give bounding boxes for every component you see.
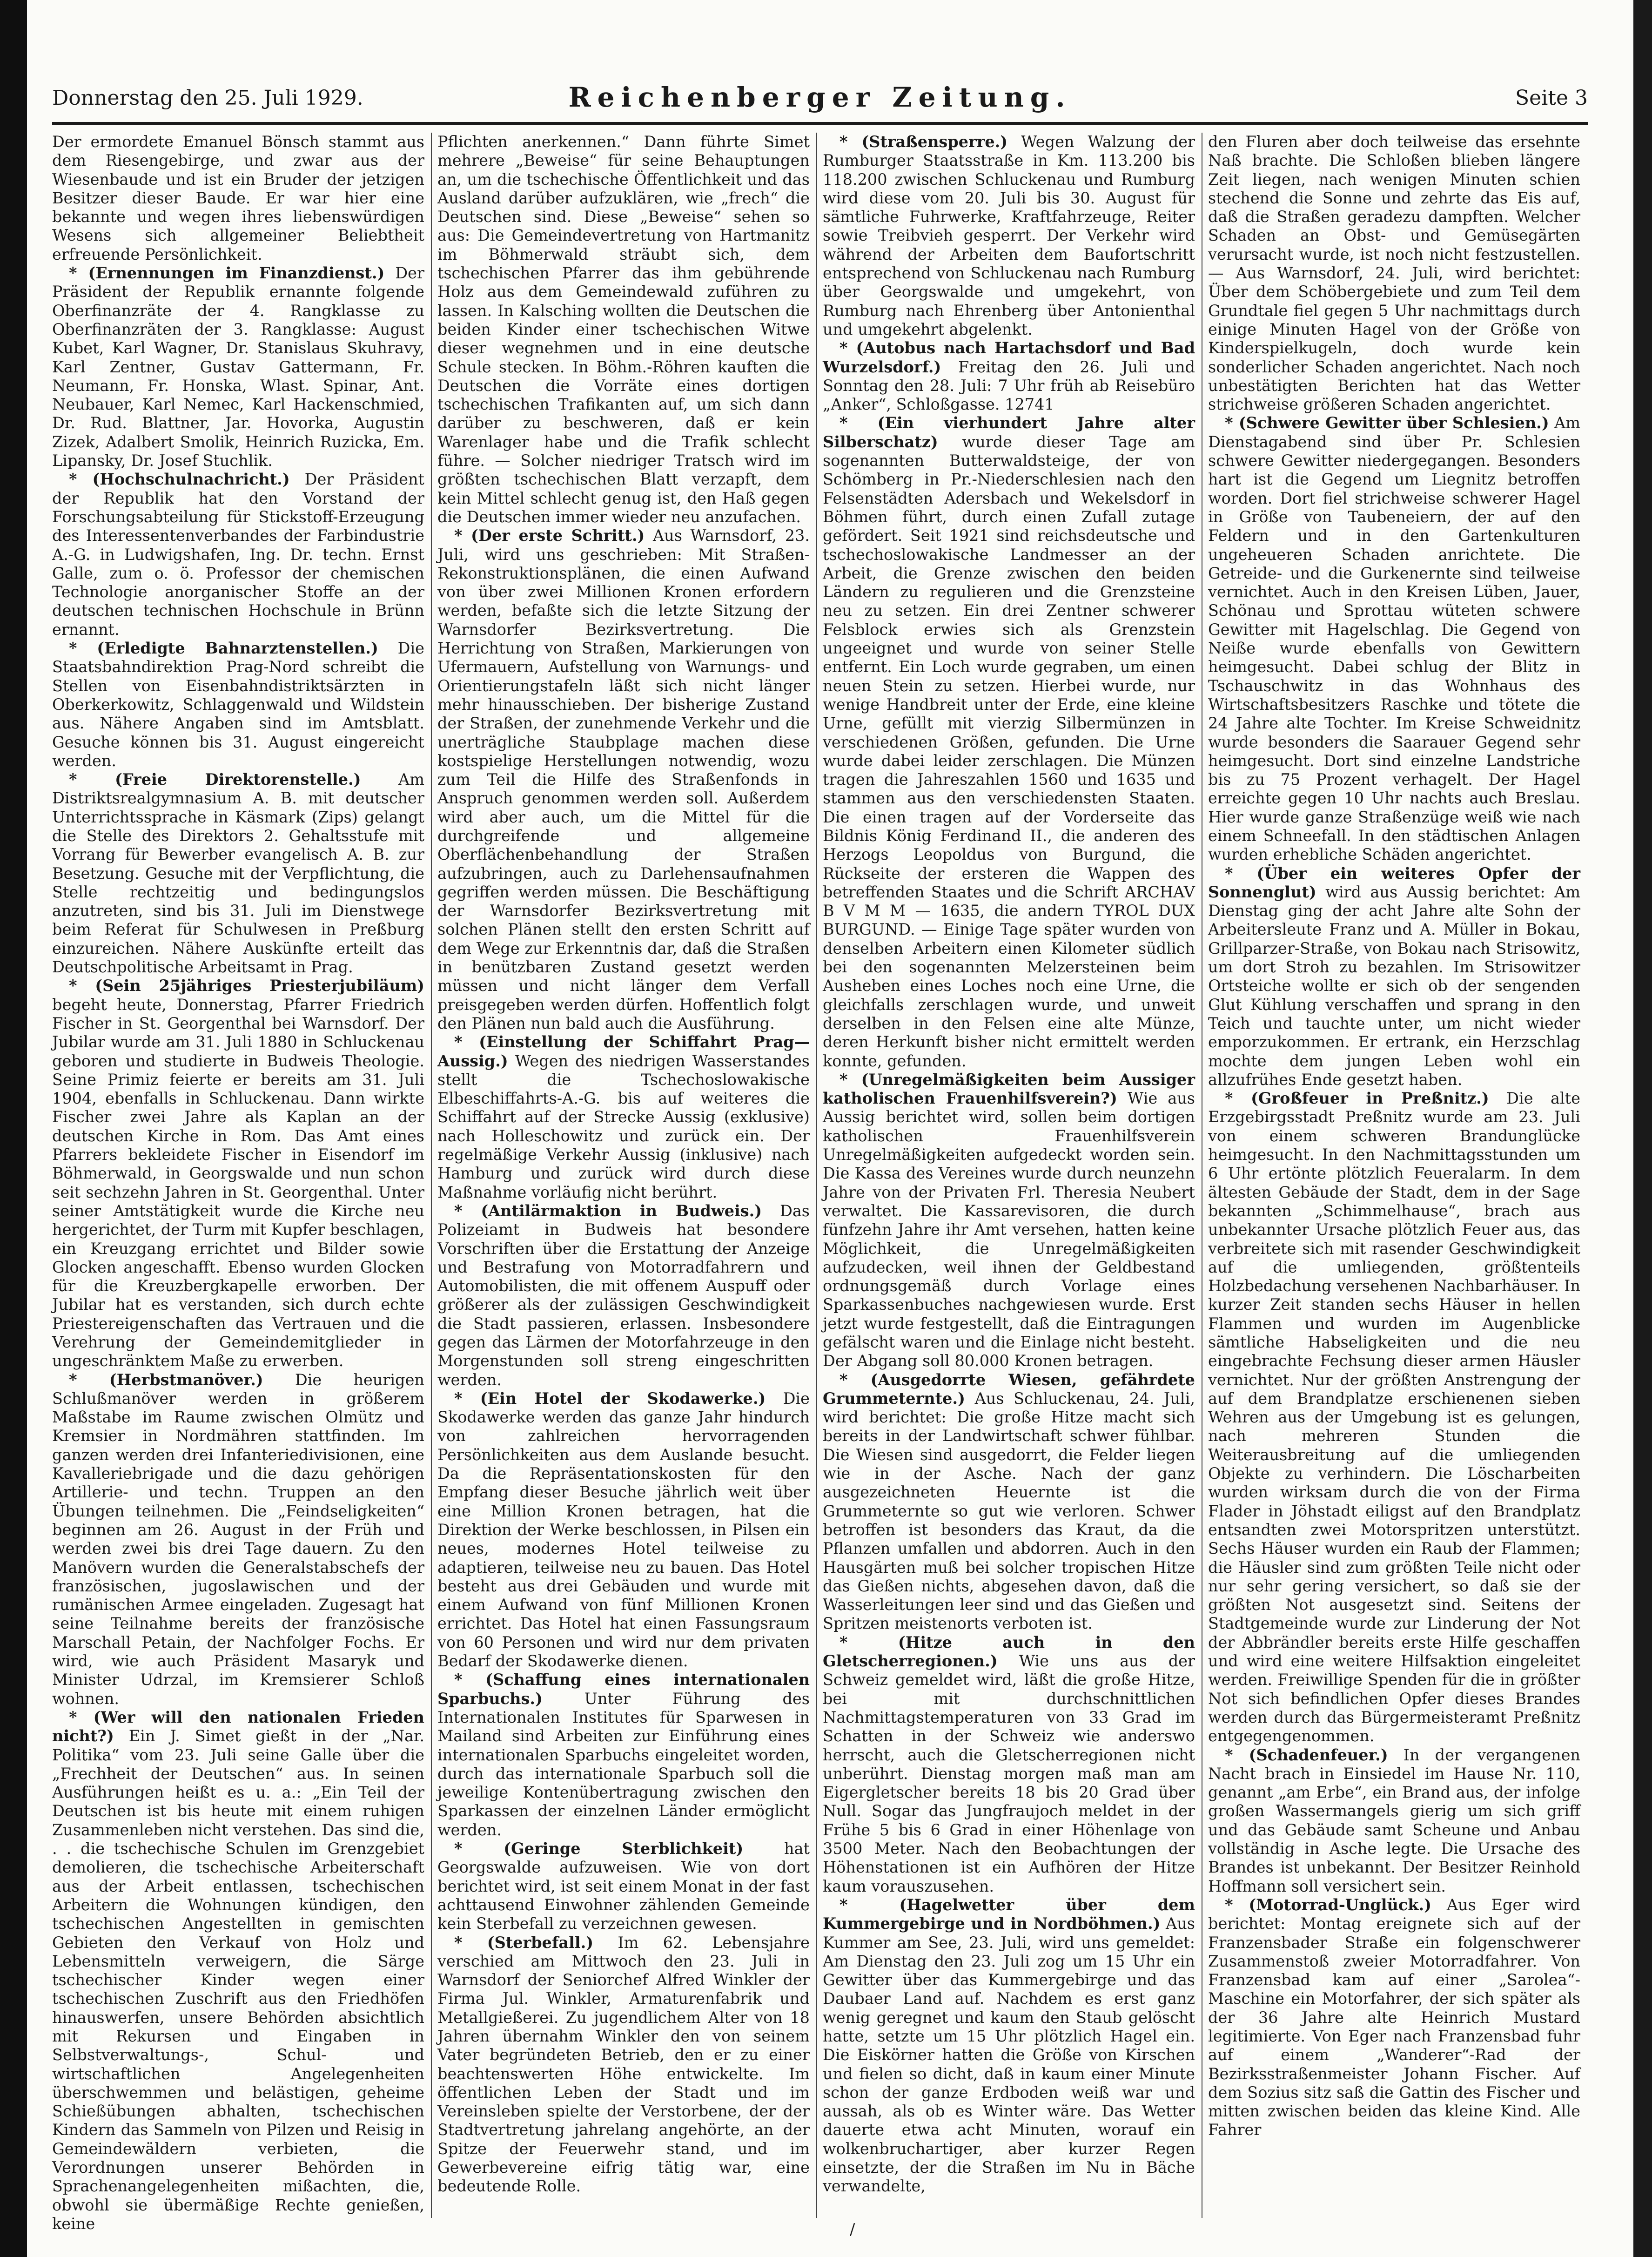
- article: [437, 133, 810, 526]
- column-divider: [816, 133, 817, 2218]
- article: [823, 414, 1195, 1070]
- scan-border-left: [0, 0, 27, 2257]
- article: [1208, 1896, 1580, 2140]
- article: [52, 639, 424, 770]
- article-headline: * (Freie Direktorenstelle.): [69, 770, 361, 789]
- article: [1208, 414, 1580, 864]
- newspaper-title: Reichenberger Zeitung.: [568, 81, 1072, 113]
- article-body: den Fluren aber doch teilweise das ersehnte Naß brachte. Die Schloßen blieben längere Zeit liegen, nach wenigen Minuten schien stechend die Sonne und zehrte das Eis auf, daß die Straßen geradezu dampften. Welcher Schaden an Obst- und Gemüsegärten verursacht wurde, ist noch nicht festzustellen. — Aus Warnsdorf, 24. Juli, wird berichtet: Über dem Schöbergebiete und zum Teil dem Grundtale fiel gegen 5 Uhr nachmittags durch einige Minuten Hagel von der Größe von Kinderspielkugeln, doch wurde kein sonderlicher Schaden angerichtet. Nach noch unbestätigten Berichten hat das Wetter strichweise größeren Schaden angerichtet.: [1208, 133, 1580, 414]
- article-body: Der Präsident der Republik hat den Vorstand der Forschungsabteilung für Stickstoff-Erzeugung des Interessentenverbandes der Farbindustrie A.-G. in Ludwigshafen, Ing. Dr. techn. Ernst Galle, zum o. ö. Professor der chemischen Technologie anorganischer Stoffe an der deutschen technischen Hochschule in Brünn ernannt.: [52, 470, 424, 639]
- header-rule: [52, 122, 1588, 125]
- article-headline: * (Schadenfeuer.): [1225, 1745, 1388, 1764]
- article-headline: * (Wer will den nationalen Frieden nicht?): [52, 1708, 424, 1745]
- article: [1208, 864, 1580, 1090]
- footer-mark: /: [850, 2220, 855, 2239]
- article-body: Wie uns aus der Schweiz gemeldet wird, läßt die große Hitze, bei mit durchschnittlichen Nachmittagstemperaturen von 33 Grad im Schatten in der Schweiz wie anderswo herrscht, auch die Gletscherregionen nicht unberührt. Dienstag morgen maß man am Eigergletscher bereits 18 bis 20 Grad über Null. Sogar das Jungfraujoch meldet in der Frühe 5 bis 6 Grad in einer Höhenlage von 3500 Meter. Nach den Beobachtungen der Höhenstationen ist ein Aufhören der Hitze kaum vorauszusehen.: [823, 1652, 1195, 1895]
- article-headline: * (Antilärmaktion in Budweis.): [454, 1201, 762, 1220]
- page-number: Seite 3: [1515, 86, 1588, 110]
- article-headline: * (Straßensperre.): [839, 133, 1008, 151]
- article: [823, 1071, 1195, 1371]
- article-body: Unter Führung des Internationalen Institutes für Sparwesen in Mailand sind Arbeiten zur Einführung eines internationalen Sparbuchs eingeleitet worden, durch das internationale Sparbuch soll die jeweilige Kontenübertragung zwischen den Sparkassen der einzelnen Länder ermöglicht werden.: [437, 1689, 810, 1839]
- article-body: Aus Kummer am See, 23. Juli, wird uns gemeldet: Am Dienstag den 23. Juli zog um 15 Uhr ein Gewitter über das Kummergebirge und das Daubaer Land auf. Nachdem es erst ganz wenig geregnet und kaum den Staub gelöscht hatte, setzte um 15 Uhr plötzlich Hagel ein. Die Eiskörner hatten die Größe von Kirschen und fielen so dicht, daß in kaum einer Minute schon der ganze Erdboden weiß war und aussah, als ob es Winter wäre. Das Wetter dauerte etwa acht Minuten, worauf ein wolkenbruchartiger, aber kurzer Regen einsetzte, der die Straßen im Nu in Bäche verwandelte,: [823, 1914, 1195, 2196]
- article: [52, 133, 424, 264]
- article-body: Der Präsident der Republik ernannte folgende Oberfinanzräte der 4. Rangklasse zu Oberfinanzräten der 3. Rangklasse: August Kubet, Karl Wagner, Dr. Stanislaus Skuhravy, Karl Zentner, Gustav Gattermann, Fr. Neumann, Fr. Honska, Wlast. Spinar, Ant. Neubauer, Karl Nemec, Karl Hackenschmied, Dr. Rud. Blattner, Jar. Hovorka, Augustin Zizek, Adalbert Smolik, Heinrich Ruzicka, Em. Lipansky, Dr. Josef Stuchlik.: [52, 264, 424, 470]
- article-headline: * (Erledigte Bahnarztenstellen.): [69, 639, 378, 658]
- article: [52, 470, 424, 639]
- article-headline: * (Herbstmanöver.): [69, 1370, 263, 1389]
- article-headline: * (Geringe Sterblichkeit): [454, 1839, 744, 1858]
- article-body: Die Skodawerke werden das ganze Jahr hindurch von zahlreichen hervorragenden Persönlichkeiten aus dem Auslande besucht. Da die Repräsentationskosten für den Empfang dieser Besuche jährlich weit über eine Million Kronen betragen, hat die Direktion der Werke beschlossen, in Pilsen ein neues, modernes Hotel teilweise zu adaptieren, teilweise neu zu bauen. Das Hotel besteht aus drei Gebäuden und wurde mit einem Aufwand von fünf Millionen Kronen errichtet. Das Hotel hat einen Fassungsraum von 60 Personen und wird nur dem privaten Bedarf der Skodawerke dienen.: [437, 1389, 810, 1671]
- article-headline: * (Einstellung der Schiffahrt Prag—Aussig.): [437, 1033, 810, 1070]
- column-1: [52, 133, 424, 2233]
- article-body: Aus Warnsdorf, 23. Juli, wird uns geschrieben: Mit Straßen-Rekonstruktionsplänen, die einen Aufwand von über zwei Millionen Kronen erfordern werden, befaßte sich die letzte Sitzung der Warnsdorfer Bezirksvertretung. Die Herrichtung von Straßen, Markierungen von Ufermauern, Aufstellung von Warnungs- und Orientierungstafeln läßt sich nicht länger mehr hinausschieben. Der bisherige Zustand der Straßen, der zunehmende Verkehr und die unerträgliche Staubplage machen diese kostspielige Herstellungen notwendig, wozu zum Teil die Hilfe des Straßenfonds in Anspruch genommen werden soll. Außerdem wird aber auch, um die Mittel für die durchgreifende und allgemeine Oberflächenbehandlung der Straßen aufzubringen, auch zu Darlehensaufnahmen gegriffen werden müssen. Die Beschäftigung der Warnsdorfer Bezirksvertretung mit solchen Plänen stellt den ersten Schritt auf dem Wege zur Erkenntnis dar, daß die Straßen in benützbaren Zustand gesetzt werden müssen und nicht länger dem Verfall preisgegeben werden dürfen. Hoffentlich folgt den Plänen nun bald auch die Ausführung.: [437, 526, 810, 1032]
- article: [437, 1671, 810, 1839]
- article: [1208, 1089, 1580, 1745]
- column-divider: [431, 133, 432, 2218]
- article-headline: * (Der erste Schritt.): [454, 526, 645, 545]
- article-headline: * (Hochschulnachricht.): [69, 470, 290, 489]
- article-headline: * (Ein Hotel der Skodawerke.): [454, 1389, 766, 1408]
- column-2: [437, 133, 810, 2218]
- article-body: Im 62. Lebensjahre verschied am Mittwoch den 23. Juli in Warnsdorf der Seniorchef Alfred Winkler der Firma Jul. Winkler, Armaturenfabrik und Metallgießerei. Zu jugendlichem Alter von 18 Jahren übernahm Winkler den von seinem Vater begründeten Betrieb, den er zu einer beachtenswerten Höhe entwickelte. Im öffentlichen Leben der Stadt und im Vereinsleben spielte der Verstorbene, der der Stadtvertretung jahrelang angehörte, an der Spitze der Feuerwehr stand, und im Gewerbevereine eifrig tätig war, eine bedeutende Rolle.: [437, 1933, 810, 2196]
- article-headline: * (Motorrad-Unglück.): [1225, 1895, 1431, 1914]
- article: [437, 1389, 810, 1671]
- article-body: In der vergangenen Nacht brach in Einsiedel im Hause Nr. 110, genannt „am Erbe“, ein Brand aus, der infolge großen Wassermangels gierig um sich griff und das Gebäude samt Scheune und Anbau vollständig in Asche legte. Die Ursache des Brandes ist unbekannt. Der Besitzer Reinhold Hoffmann soll versichert sein.: [1208, 1745, 1580, 1895]
- article: [437, 1202, 810, 1389]
- article: [52, 977, 424, 1370]
- article: [437, 1033, 810, 1202]
- article-body: Am Dienstagabend sind über Pr. Schlesien schwere Gewitter niedergegangen. Besonders hart ist die Gegend um Liegnitz betroffen worden. Dort fiel strichweise schwerer Hagel in Größe von Taubeneiern, der auf den Feldern und in den Gartenkulturen ungeheueren Schaden anrichtete. Die Getreide- und die Gurkenernte sind teilweise vernichtet. Auch in den Kreisen Lüben, Jauer, Schönau und Sprottau wüteten schwere Gewitter mit Hagelschlag. Die Gegend von Neiße wurde ebenfalls von Gewittern heimgesucht. Dabei schlug der Blitz in Tschauschwitz in das Wohnhaus des Wirtschaftsbesitzers Raschke und tötete die 24 Jahre alte Tochter. Im Kreise Schweidnitz wurde besonders die Saarauer Gegend sehr heimgesucht. Dort sind einzelne Landstriche bis zu 75 Prozent verhagelt. Der Hagel erreichte gegen 10 Uhr nachts auch Breslau. Hier wurde ganze Straßenzüge weiß wie nach einem Schneefall. In den städtischen Anlagen wurden erhebliche Schäden angerichtet.: [1208, 414, 1580, 864]
- article-body: wird aus Aussig berichtet: Am Dienstag ging der acht Jahre alte Sohn der Arbeitersleute Franz und A. Müller in Bokau, Grillparzer-Straße, von Bokau nach Strisowitz, um dort Stroh zu bezahlen. Im Strisowitzer Ortsteiche wollte er sich ob der sengenden Glut Kühlung verschaffen und sprang in den Teich und tauchte unter, um nicht wieder emporzukommen. Er ertrank, ein Herzschlag mochte dem jungen Leben wohl ein allzufrühes Ende gesetzt haben.: [1208, 883, 1580, 1089]
- article-headline: * (Hagelwetter über dem Kummergebirge und in Nordböhmen.): [823, 1895, 1195, 1933]
- article-headline: * (Ausgedorrte Wiesen, gefährdete Grummeternte.): [823, 1370, 1195, 1408]
- article-headline: * (Autobus nach Hartachsdorf und Bad Wurzelsdorf.): [823, 339, 1195, 376]
- article-body: Die heurigen Schlußmanöver werden in größerem Maßstabe im Raume zwischen Olmütz und Kremsier in Nordmähren stattfinden. Im ganzen werden drei Infanteriedivisionen, eine Kavalleriebrigade und die dazu gehörigen Artillerie- und techn. Truppen an den Übungen teilnehmen. Die „Feindseligkeiten“ beginnen am 26. August in der Früh und werden zwei bis drei Tage dauern. Zu den Manövern wurden die Generalstabschefs der französischen, jugoslawischen und der rumänischen Armee eingeladen. Zugesagt hat seine Teilnahme bereits der französische Marschall Petain, der Nachfolger Fochs. Er wird, wie auch Präsident Masaryk und Minister Udrzal, im Kremsierer Schloß wohnen.: [52, 1370, 424, 1708]
- article: [823, 1633, 1195, 1896]
- article: [1208, 1746, 1580, 1896]
- article-headline: * (Ein vierhundert Jahre alter Silberschatz): [823, 414, 1195, 451]
- scan-border-right: [1633, 0, 1652, 2257]
- article-body: Die Staatsbahndirektion Prag-Nord schreibt die Stellen von Eisenbahndistriktsärzten in Oberkerkowitz, Schlaggenwald und Wildstein aus. Nähere Angaben sind im Amtsblatt. Gesuche können bis 31. August eingereicht werden.: [52, 639, 424, 770]
- article-body: Das Polizeiamt in Budweis hat besondere Vorschriften über die Erstattung der Anzeige und Bestrafung von Motorradfahrern und Automobilisten, die mit offenem Auspuff oder größerer als der zulässigen Geschwindigkeit die Stadt passieren, erlassen. Insbesondere gegen das Lärmen der Motorfahrzeuge in den Morgenstunden soll streng eingeschritten werden.: [437, 1201, 810, 1389]
- article-headline: * (Sein 25jähriges Priesterjubiläum): [69, 977, 424, 995]
- header-date: Donnerstag den 25. Juli 1929.: [52, 86, 363, 110]
- article: [52, 770, 424, 977]
- article-body: Wie aus Aussig berichtet wird, sollen beim dortigen katholischen Frauenhilfsverein Unregelmäßigkeiten aufgedeckt worden sein. Die Kassa des Vereines wurde durch neunzehn Jahre von der Privaten Frl. Theresia Neubert verwaltet. Die Kassarevisoren, die durch fünfzehn Jahre ihr Amt versehen, hatten keine Möglichkeit, die Unregelmäßigkeiten aufzudecken, weil ihnen der Geldbestand ordnungsgemäß durch Vorlage eines Sparkassenbuches nachgewiesen wurde. Erst jetzt wurde festgestellt, daß die Eintragungen gefälscht waren und die Einlage nicht besteht. Der Abgang soll 80.000 Kronen betragen.: [823, 1089, 1195, 1370]
- article-headline: * (Über ein weiteres Opfer der Sonnenglut): [1208, 864, 1580, 901]
- article-body: Freitag den 26. Juli und Sonntag den 28. Juli: 7 Uhr früh ab Reisebüro „Anker“, Schloßgasse. 12741: [823, 357, 1195, 414]
- article: [52, 1708, 424, 2233]
- column-3: [823, 133, 1195, 2218]
- article: [437, 526, 810, 1033]
- article-body: Der ermordete Emanuel Bönsch stammt aus dem Riesengebirge, und zwar aus der Wiesenbaude und ist ein Bruder der jetzigen Besitzer dieser Baude. Er war hier eine bekannte und wegen ihres liebenswürdigen Wesens sich allgemeiner Beliebtheit erfreuende Persönlichkeit.: [52, 133, 424, 263]
- article-body: Am Distriktsrealgymnasium A. B. mit deutscher Unterrichtssprache in Käsmark (Zips) gelangt die Stelle des Direktors 2. Gehaltsstufe mit Vorrang für Bewerber evangelisch A. B. zur Besetzung. Gesuche mit der Verpflichtung, die Stelle rechtzeitig und bedingungslos anzutreten, sind bis 31. Juli im Dienstwege beim Referat für Schulwesen in Preßburg einzureichen. Nähere Auskünfte erteilt das Deutschpolitische Arbeitsamt in Prag.: [52, 770, 424, 977]
- article-headline: * (Hitze auch in den Gletscherregionen.): [823, 1633, 1195, 1671]
- article: [823, 133, 1195, 339]
- article-body: Die alte Erzgebirgsstadt Preßnitz wurde am 23. Juli von einem schweren Brandunglücke heimgesucht. In den Nachmittagsstunden um 6 Uhr ertönte plötzlich Feueralarm. In dem ältesten Gebäude der Stadt, dem in der Sage bekannten „Schimmelhause“, brach aus unbekannter Ursache plötzlich Feuer aus, das verbreitete sich mit rasender Geschwindigkeit auf die umliegenden, größtenteils Holzbedachung versehenen Nachbarhäuser. In kurzer Zeit standen sechs Häuser in hellen Flammen und wurden im Augenblicke sämtliche Habseligkeiten und die neu eingebrachte Fechsung dieser armen Häusler vernichtet. Nur der größten Anstrengung der auf dem Brandplatze erschienenen sieben Wehren aus der Umgebung ist es gelungen, nach mehreren Stunden die Weiterausbreitung auf die umliegenden Objekte zu verhindern. Die Löscharbeiten wurden wirksam durch die von der Firma Flader in Jöhstadt eiligst auf den Brandplatz entsandten zwei Motorspritzen unterstützt. Sechs Häuser wurden ein Raub der Flammen; die Häusler sind zum größten Teile nicht oder nur sehr gering versichert, so daß sie der größten Not ausgesetzt sind. Seitens der Stadtgemeinde wurde zur Linderung der Not der Abbrändler bereits erste Hilfe geschaffen und wird eine weitere Hilfsaktion eingeleitet werden. Freiwillige Spenden für die in größter Not sich befindlichen Opfer dieses Brandes werden durch das Bürgermeisteramt Preßnitz entgegengenommen.: [1208, 1089, 1580, 1745]
- article-body: Ein J. Simet gießt in der „Nar. Politika“ vom 23. Juli seine Galle über die „Frechheit der Deutschen“ aus. In seinen Ausführungen heißt es u. a.: „Ein Teil der Deutschen ist bis heute mit einem ruhigen Zusammenleben nicht verstehen. Das sind die, . . die tschechische Schulen im Grenzgebiet demolieren, die tschechische Arbeiterschaft aus der Arbeit entlassen, tschechischen Arbeitern die Wohnungen kündigen, den tschechischen Angestellten in gemischten Gebieten den Verkauf von Holz und Lebensmitteln verweigern, die Särge tschechischer Kinder wegen einer tschechischen Zuschrift aus den Friedhöfen hinauswerfen, unsere Behörden absichtlich mit Rekursen und Eingaben in Selbstverwaltungs-, Schul- und wirtschaftlichen Angelegenheiten überschwemmen und belästigen, geheime Schießübungen abhalten, tschechischen Kindern das Sammeln von Pilzen und Reisig in Gemeindewäldern verbieten, die Verordnungen unserer Behörden in Sprachenangelegenheiten mißachten, die, obwohl sie übermäßige Rechte genießen, keine: [52, 1727, 424, 2233]
- article-headline: * (Schwere Gewitter über Schlesien.): [1225, 414, 1549, 432]
- article-headline: * (Schaffung eines internationalen Sparbuchs.): [437, 1671, 810, 1708]
- article-headline: * (Großfeuer in Preßnitz.): [1225, 1089, 1489, 1108]
- article: [823, 339, 1195, 414]
- page-header: [52, 81, 1588, 123]
- article-body: wurde dieser Tage am sogenannten Butterwaldsteige, der von Schömberg in Pr.-Niederschlesien nach den Felsenstädten Adersbach und Wekelsdorf in Böhmen führt, durch einen Zufall zutage gefördert. Seit 1921 sind reichsdeutsche und tschechoslowakische Landmesser an der Arbeit, die Grenze zwischen den beiden Ländern zu regulieren und die Grenzsteine neu zu setzen. Ein drei Zentner schwerer Felsblock erwies sich als Grenzstein ungeeignet und wurde von seiner Stelle entfernt. Ein Loch wurde gegraben, um einen neuen Stein zu setzen. Hierbei wurde, nur wenige Handbreit unter der Erde, eine kleine Urne, gefüllt mit vierzig Silbermünzen in verschiedenen Größen, gefunden. Die Urne wurde dabei leider zerschlagen. Die Münzen tragen die Jahreszahlen 1560 und 1635 und stammen aus den verschiedensten Staaten. Die einen tragen auf der Vorderseite das Bildnis König Ferdinand II., die anderen des Herzogs Leopoldus von Burgund, die Rückseite der ersteren die Wappen des betreffenden Staates und die Schrift ARCHAV B V M M — 1635, die andern TYROL DUX BURGUND. — Einige Tage später wurden von denselben Arbeitern einen Kilometer südlich bei den sogenannten Melzersteinen beim Ausheben eines Loches noch eine Urne, die gleichfalls zerschlagen wurde, und unweit derselben in den Felsen eine alte Münze, deren Herkunft bisher nicht ermittelt werden konnte, gefunden.: [823, 432, 1195, 1070]
- article-body: hat Georgswalde aufzuweisen. Wie von dort berichtet wird, ist seit einem Monat in der fast achttausend Einwohner zählenden Gemeinde kein Sterbefall zu verzeichnen gewesen.: [437, 1839, 810, 1933]
- article: [437, 1839, 810, 1933]
- article: [52, 264, 424, 470]
- column-4: [1208, 133, 1580, 2218]
- article: [823, 1371, 1195, 1633]
- article: [1208, 133, 1580, 414]
- article-body: Wegen Walzung der Rumburger Staatsstraße in Km. 113.200 bis 118.200 zwischen Schluckenau und Rumburg wird diese vom 20. Juli bis 30. August für sämtliche Fuhrwerke, Kraftfahrzeuge, Reiter sowie Treibvieh gesperrt. Der Verkehr wird während der Arbeiten dem Baufortschritt entsprechend von Schluckenau nach Rumburg über Georgswalde und umgekehrt, von Rumburg nach Ehrenberg über Antonienthal und umgekehrt abgelenkt.: [823, 133, 1195, 338]
- article-headline: * (Sterbefall.): [454, 1933, 594, 1952]
- article-body: Aus Schluckenau, 24. Juli, wird berichtet: Die große Hitze macht sich bereits in der Landwirtschaft schwer fühlbar. Die Wiesen sind ausgedorrt, die Felder liegen wie in der Asche. Nach der ganz ausgezeichneten Heuernte ist die Grummeternte so gut wie verloren. Schwer betroffen ist besonders das Kraut, da die Pflanzen umfallen und abdorren. Auch in den Hausgärten muß bei solcher tropischen Hitze das Gießen nichts, abgesehen davon, daß die Wasserleitungen leer sind und das Gießen und Spritzen meistenorts verboten ist.: [823, 1389, 1195, 1633]
- article-body: Wegen des niedrigen Wasserstandes stellt die Tschechoslowakische Elbeschiffahrts-A.-G. bis auf weiteres die Schiffahrt auf der Strecke Aussig (exklusive) nach Holleschowitz und zurück ein. Der regelmäßige Verkehr Aussig (inklusive) nach Hamburg und zurück wird durch diese Maßnahme vorläufig nicht berührt.: [437, 1051, 810, 1201]
- article: [823, 1896, 1195, 2196]
- article: [437, 1934, 810, 2196]
- article-body: begeht heute, Donnerstag, Pfarrer Friedrich Fischer in St. Georgenthal bei Warnsdorf. Der Jubilar wurde am 31. Juli 1880 in Schluckenau geboren und studierte in Budweis Theologie. Seine Primiz feierte er bereits am 31. Juli 1904, ebenfalls in Schluckenau. Dann wirkte Fischer zwei Jahre als Kaplan an der deutschen Kirche in Rom. Das Amt eines Pfarrers bekleidete Fischer in Eisendorf im Böhmerwald, in Georgswalde und nun schon seit sechzehn Jahren in St. Georgenthal. Unter seiner Amtstätigkeit wurde die Kirche neu hergerichtet, der Turm mit Kupfer beschlagen, ein Kreuzgang errichtet und Bilder sowie Glocken angeschafft. Ebenso wurden Glocken für die Kreuzbergkapelle erworben. Der Jubilar hat es verstanden, sich durch echte Priestereigenschaften das Vertrauen und die Verehrung der Gemeindemitglieder in ungeschränktem Maße zu erwerben.: [52, 995, 424, 1370]
- article: [52, 1371, 424, 1708]
- article-body: Pflichten anerkennen.“ Dann führte Simet mehrere „Beweise“ für seine Behauptungen an, um die tschechische Öffentlichkeit und das Ausland darüber aufzuklären, wie „frech“ die Deutschen sind. Diese „Beweise“ sehen so aus: Die Gemeindevertretung von Hartmanitz im Böhmerwald sträubt sich, dem tschechischen Pfarrer das ihm gebührende Holz aus dem Gemeindewald zuführen zu lassen. In Kalsching wollten die Deutschen die beiden Kinder einer tschechischen Witwe dieser wegnehmen und in eine deutsche Schule stecken. In Böhm.-Röhren kauften die Deutschen die Vorräte eines dortigen tschechischen Trafikanten auf, um sich dann darüber zu beschweren, daß er kein Warenlager habe und die Trafik schlecht führe. — Solcher niedriger Tratsch wird im größten tschechischen Blatt verzapft, dem kein Mittel schlecht genug ist, den Haß gegen die Deutschen immer wieder neu anzufachen.: [437, 133, 810, 526]
- article-headline: * (Ernennungen im Finanzdienst.): [69, 264, 385, 283]
- article-headline: * (Unregelmäßigkeiten beim Aussiger katholischen Frauenhilfsverein?): [823, 1070, 1195, 1108]
- article-body: Aus Eger wird berichtet: Montag ereignete sich auf der Franzensbader Straße ein folgenschwerer Zusammenstoß zweier Motorradfahrer. Von Franzensbad kam auf einer „Sarolea“-Maschine ein Motorfahrer, der sich später als der 36 Jahre alte Heinrich Mustard legitimierte. Von Eger nach Franzensbad fuhr auf einem „Wanderer“-Rad der Bezirksstraßenmeister Johann Fischer. Auf dem Sozius sitz saß die Gattin des Fischer und mitten zwischen beiden das kleine Kind. Alle Fahrer: [1208, 1895, 1580, 2139]
